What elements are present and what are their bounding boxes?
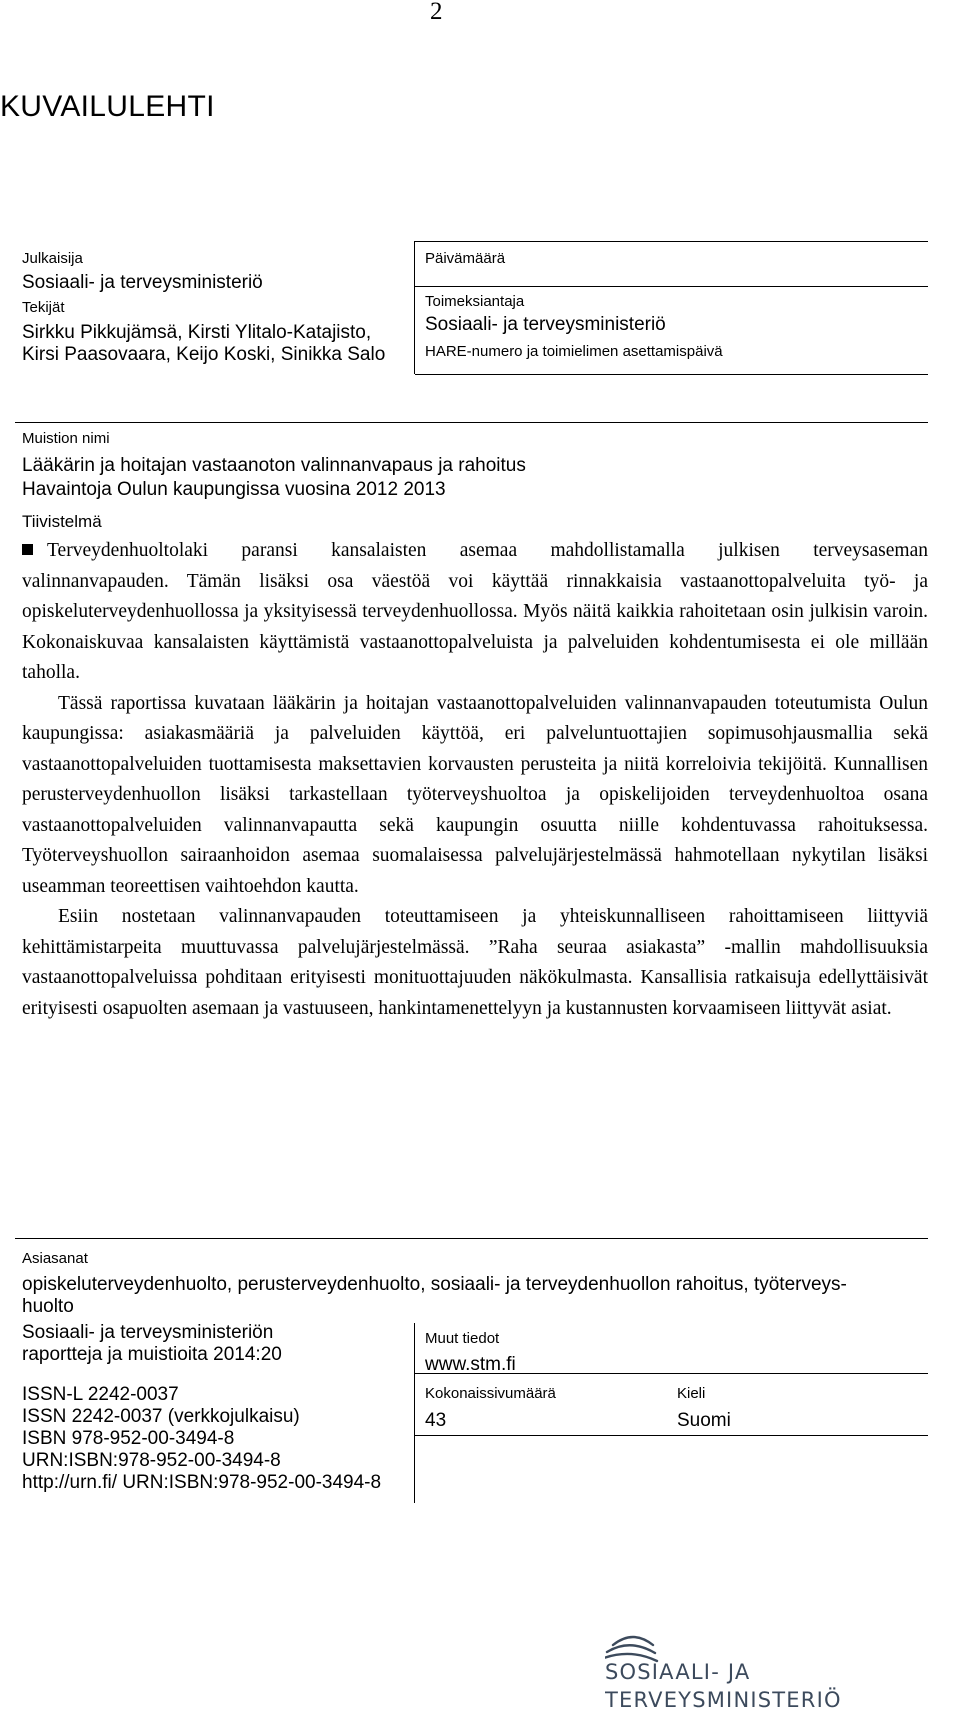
document-title: KUVAILULEHTI <box>0 90 215 123</box>
hare-label: HARE-numero ja toimielimen asettamispäivä <box>425 343 723 360</box>
series-line-1: Sosiaali- ja terveysministeriön <box>22 1322 274 1343</box>
issn: ISSN 2242-0037 (verkkojulkaisu) <box>22 1406 300 1427</box>
language-label: Kieli <box>677 1385 706 1402</box>
urn-link[interactable]: http://urn.fi/ URN:ISBN:978-952-00-3494-8 <box>22 1472 382 1493</box>
commissioner-value: Sosiaali- ja terveysministeriö <box>425 314 666 335</box>
header-bottom-rule <box>415 374 928 375</box>
summary-paragraph-1-cont: valinnanvapauden. Tämän lisäksi osa väestöä voi käyttää rinnakkaisia vastaanottopalveluita työ- ja opiskeluterveydenhuollossa ja yksityisessä terveydenhuollossa. Myös näitä kaikkia rahoitetaan osin julkisin varoin. Kokonaiskuvaa kansalaisten käyttämistä vastaanottopalveluista ja palveluiden kohdentumisesta ei ole millään taholla. <box>22 570 928 683</box>
logo-line-1: SOSIAALI- JA <box>605 1660 751 1684</box>
publisher-label: Julkaisija <box>22 250 83 267</box>
memo-name-label: Muistion nimi <box>22 430 110 447</box>
pages-value: 43 <box>425 1410 447 1431</box>
footer-top-rule <box>15 1238 928 1239</box>
keywords-line-1: opiskeluterveydenhuolto, perusterveydenhuolto, sosiaali- ja terveydenhuollon rahoitus, työterveys- <box>22 1274 847 1295</box>
series-line-2: raportteja ja muistioita 2014:20 <box>22 1344 282 1365</box>
keywords-line-2: huolto <box>22 1296 74 1317</box>
header-row-rule <box>415 286 928 287</box>
publisher-value: Sosiaali- ja terveysministeriö <box>22 272 263 293</box>
summary-paragraph-2: Tässä raportissa kuvataan lääkärin ja hoitajan vastaanottopalveluiden valinnanvapauden toteutumista Oulun kaupungissa: asiakasmääriä ja palveluiden käyttöä, eri palveluntuottajien sopimusohjausmallia sekä vastaanottopalveluiden tuottamisesta maksettavien korvausten perusteita ja niitä korreloivia tekijöitä. Kunnallisen perusterveydenhuollon lisäksi tarkastellaan työterveyshuoltoa ja opiskelijoiden terveydenhuoltoa osana vastaanottopalveluiden valinnanvapautta sekä kaupungin osuutta niille kohdentuvassa rahoituksessa. Työterveyshuollon sairaanhoidon asemaa suomalaisessa palvelujärjestelmässä hahmotellaan nykytilan lisäksi useamman teoreettisen vaihtoehdon kautta. <box>22 692 928 897</box>
authors-line-2: Kirsi Paasovaara, Keijo Koski, Sinikka Salo <box>22 344 386 365</box>
keywords-label: Asiasanat <box>22 1250 88 1267</box>
language-value: Suomi <box>677 1410 731 1431</box>
authors-label: Tekijät <box>22 299 65 316</box>
footer-divider <box>414 1323 415 1503</box>
summary-body <box>22 536 928 1024</box>
date-label: Päivämäärä <box>425 250 506 267</box>
commissioner-label: Toimeksiantaja <box>425 293 525 310</box>
header-divider <box>414 241 415 374</box>
issn-l: ISSN-L 2242-0037 <box>22 1384 179 1405</box>
stm-logo <box>605 1625 855 1715</box>
summary-paragraph-1: Terveydenhuoltolaki paransi kansalaisten asemaa mahdollistamalla julkisen terveysaseman <box>22 536 928 567</box>
memo-name-line-2: Havaintoja Oulun kaupungissa vuosina 2012 2013 <box>22 479 446 500</box>
other-info-label: Muut tiedot <box>425 1330 500 1347</box>
stm-logo-mark-icon <box>605 1625 855 1715</box>
header-top-rule <box>415 241 928 242</box>
urn: URN:ISBN:978-952-00-3494-8 <box>22 1450 281 1471</box>
pages-label: Kokonaissivumäärä <box>425 1385 556 1402</box>
summary-label: Tiivistelmä <box>22 512 102 531</box>
memo-name-line-1: Lääkärin ja hoitajan vastaanoton valinnanvapaus ja rahoitus <box>22 455 526 476</box>
memo-top-rule <box>15 422 928 423</box>
logo-line-2: TERVEYSMINISTERIÖ <box>605 1688 842 1712</box>
page-number: 2 <box>430 0 443 25</box>
bullet-square-icon <box>22 544 33 555</box>
summary-paragraph-3: Esiin nostetaan valinnanvapauden toteuttamiseen ja yhteiskunnalliseen rahoittamiseen liittyviä kehittämistarpeita muuttuvassa palvelujärjestelmässä. ”Raha seuraa asiakasta” -mallin mahdollisuuksia vastaanottopalveluissa pohditaan erityisesti monituottajuuden näkökulmasta. Kansallisia ratkaisuja edellyttäisivät erityisesti osapuolten asemaan ja vastuuseen, hankintamenettelyyn ja kustannusten korvaamiseen liittyvät asiat. <box>22 906 928 1019</box>
authors-line-1: Sirkku Pikkujämsä, Kirsti Ylitalo-Katajisto, <box>22 322 372 343</box>
isbn: ISBN 978-952-00-3494-8 <box>22 1428 235 1449</box>
other-info-link[interactable]: www.stm.fi <box>425 1354 516 1375</box>
footer-bottom-rule <box>415 1435 928 1436</box>
